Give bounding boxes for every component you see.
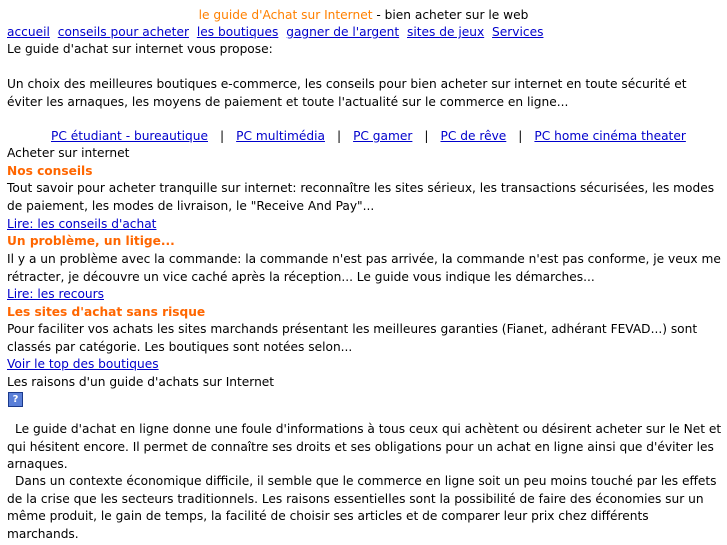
pc-nav-separator: |	[220, 129, 225, 143]
reasons-paragraph-1: Le guide d'achat en ligne donne une foule d'informations à tous ceux qui achètent ou désirent acheter sur le Net et qui hésitent encore. Il permet de connaître ses droits et ses obligations pour un achat en ligne ainsi que d'éviter les arnaques.	[7, 422, 722, 471]
section-heading-sites-sans-risque: Les sites d'achat sans risque	[7, 305, 206, 319]
nav-gagner-argent[interactable]: gagner de l'argent	[286, 25, 400, 39]
site-header	[0, 7, 727, 24]
section-text-conseils: Tout savoir pour acheter tranquille sur internet: reconnaître les sites sérieux, les transactions sécurisées, les modes de paiement, les modes de livraison, le "Receive And Pay"...	[7, 181, 715, 213]
section-heading-litige: Un problème, un litige...	[7, 234, 175, 248]
reasons-title: Les raisons d'un guide d'achats sur Internet	[7, 375, 275, 389]
link-recours[interactable]: Lire: les recours	[7, 287, 104, 301]
pc-navigation	[51, 128, 686, 145]
intro-heading: Le guide d'achat sur internet vous propose:	[7, 42, 273, 56]
nav-accueil[interactable]: accueil	[7, 25, 50, 39]
pc-link-gamer[interactable]: PC gamer	[353, 129, 413, 143]
section-heading-conseils: Nos conseils	[7, 164, 93, 178]
link-conseils-achat[interactable]: Lire: les conseils d'achat	[7, 217, 157, 231]
help-icon[interactable]: ?	[8, 392, 23, 407]
nav-sites-de-jeux[interactable]: sites de jeux	[407, 25, 485, 39]
pc-link-multimedia[interactable]: PC multimédia	[236, 129, 325, 143]
intro-text: Un choix des meilleures boutiques e-commerce, les conseils pour bien acheter sur internet en toute sécurité et éviter les arnaques, les moyens de paiement et toute l'actualité sur le commerce en ligne...	[7, 77, 687, 109]
section-title: Acheter sur internet	[7, 146, 130, 160]
reasons-paragraph-2: Dans un contexte économique difficile, il semble que le commerce en ligne soit un peu moins touché par les effets de la crise que les secteurs traditionnels. Les raisons essentielles sont la possibilité de faire des économies sur un même produit, le gain de temps, la facilité de choisir ses articles et de comparer leur prix chez différents marchands.	[7, 474, 717, 541]
nav-services[interactable]: Services	[492, 25, 544, 39]
pc-link-etudiant[interactable]: PC étudiant - bureautique	[51, 129, 208, 143]
site-subtitle: - bien acheter sur le web	[372, 8, 529, 22]
section-text-sites-sans-risque: Pour faciliter vos achats les sites marchands présentant les meilleures garanties (Fianet, adhérant FEVAD...) sont classés par catégorie. Les boutiques sont notées selon...	[7, 322, 698, 354]
pc-nav-separator: |	[336, 129, 342, 143]
link-top-boutiques[interactable]: Voir le top des boutiques	[7, 357, 159, 371]
nav-conseils-pour-acheter[interactable]: conseils pour acheter	[57, 25, 189, 39]
section-text-litige: Il y a un problème avec la commande: la commande n'est pas arrivée, la commande n'est pas conforme, je veux me rétracter, je découvre un vice caché après la réception... Le guide vous indique les démarches...	[7, 252, 721, 284]
pc-nav-separator: |	[518, 129, 523, 143]
pc-link-home-cinema[interactable]: PC home cinéma theater	[534, 129, 686, 143]
nav-les-boutiques[interactable]: les boutiques	[196, 25, 279, 39]
top-navigation	[7, 24, 547, 41]
pc-nav-separator: |	[424, 129, 429, 143]
pc-link-reve[interactable]: PC de rêve	[440, 129, 507, 143]
site-tagline: le guide d'Achat sur Internet	[198, 8, 373, 22]
